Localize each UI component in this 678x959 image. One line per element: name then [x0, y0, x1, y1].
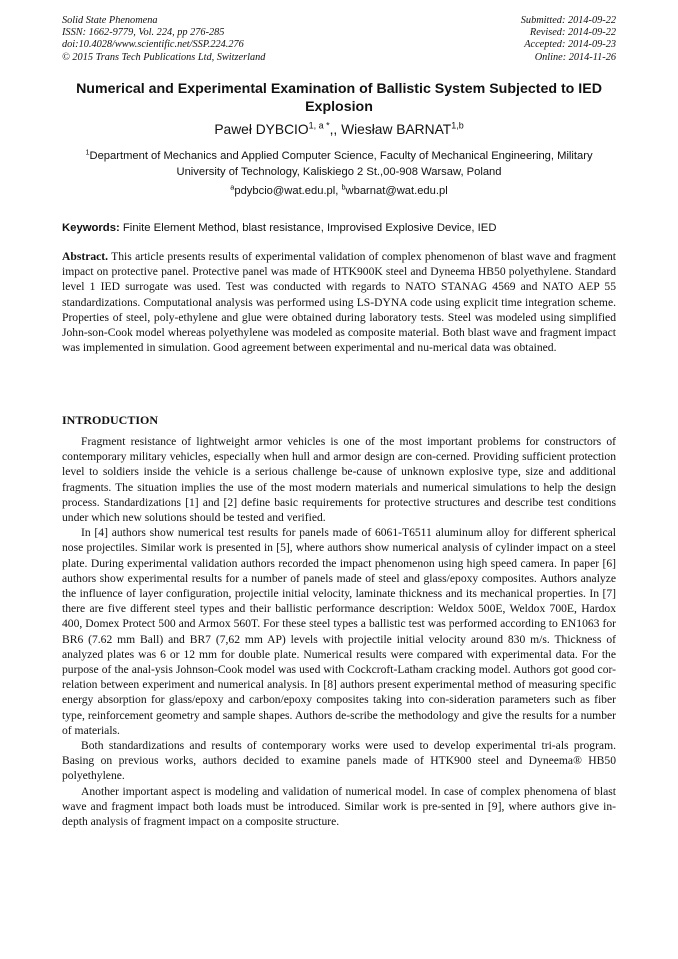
affiliation-mark: 1 — [85, 147, 90, 157]
submission-dates — [521, 15, 616, 64]
paragraph: Fragment resistance of lightweight armor vehicles is one of the most important problems for constructors of contemporary military vehicles, especially when hull and armor design are con-cerned. Providing sufficient protection level to soldiers inside the vehicle is a serious challenge be-cause of unknown explosive type, size and additional fragments. The situation implies the use of the most modern materials and numerical simulations to help the design process. Standardizations [1] and [2] define basic requirements for protective structures and describe test conditions under which new solutions should be tested and verified. — [62, 435, 616, 525]
accepted-date: Accepted: 2014-09-23 — [524, 39, 616, 51]
author-name: Paweł DYBCIO — [214, 122, 309, 137]
abstract-text: This article presents results of experimental validation of complex phenomenon of blast wave and fragment impact on protective panel. Protective panel was made of HTK900K steel and Dyneema HB50 polyethylene. Standard level 1 IED surrogate was used. Test was conducted with regards to NATO STANAG 4569 and NATO AEP 55 standardizations. Computational analysis was performed using LS-DYNA code using explicit time integration scheme. Properties of steel, poly-ethylene and glue were obtained during laboratory tests. Steel was modeled using simplified John-son-Cook model whereas polyethylene was modeled as composite material. Both blast wave and fragment impact was implemented in simulation. Good agreement between experimental and nu-merical data was obtained. — [62, 250, 616, 355]
email-separator: , — [335, 185, 342, 197]
email-mark: a — [230, 182, 235, 192]
paragraph: Both standardizations and results of contemporary works were used to develop experimental tri-als program. Basing on previous works, authors decided to examine panels made of HTK900 steel and Dyneema® HB50 polyethylene. — [62, 739, 616, 783]
keywords — [62, 221, 616, 235]
paragraph: In [4] authors show numerical test results for panels made of 6061-T6511 aluminum alloy for different spherical nose projectiles. Similar work is presented in [5], where authors show numerical analysis of cylinder impact on a steel plate. During experimental validation authors recorded the impact phenomenon using high speed camera. In paper [6] authors show experimental results for a number of panels made of steel and glass/epoxy composites. Authors analyze the influence of layer configuration, projectile initial velocity, laminate thickness and its mechanical properties. In [7] there are five different steel types and their ballistic performance description: Weldox 500E, Weldox 700E, Hardox 400, Domex Protect 500 and Armox 560T. For these steel types a ballistic test was performed according to EN1063 for BR6 (7.62 mm Ball) and BR7 (7,62 mm AP) levels with projectile initial velocity around 830 m/s. Thickness of analyzed plates was 6 or 12 mm for double plate. Numerical results were compared with experimental data. For the purpose of the anal-ysis Johnson-Cook model was used with Cockcroft-Latham cracking model. Authors got good cor-relation between experiment and numerical analysis. In [8] authors present experimental method of measuring specific energy absorption for glass/epoxy and carbon/epoxy composites taking into con-sideration parameters such as fiber type, reinforcement geometry and sample shapes. Authors de-scribe the methodology and give the results for a number of materials. — [62, 526, 616, 737]
abstract-label: Abstract. — [62, 250, 109, 263]
author-name: Wiesław BARNAT — [341, 122, 452, 137]
author-emails — [62, 184, 616, 198]
abstract — [62, 249, 616, 355]
online-date: Online: 2014-11-26 — [534, 51, 616, 63]
email-link[interactable]: pdybcio@wat.edu.pl — [234, 185, 336, 197]
issn-line: ISSN: 1662-9779, Vol. 224, pp 276-285 — [62, 27, 225, 39]
keywords-label: Keywords: — [62, 222, 120, 234]
keywords-text: Finite Element Method, blast resistance, Improvised Explosive Device, IED — [119, 222, 497, 234]
introduction-body — [62, 434, 616, 829]
paper-title: Numerical and Experimental Examination of Ballistic System Subjected to IED Explosion — [76, 81, 602, 115]
section-heading: INTRODUCTION — [62, 413, 159, 427]
submitted-date: Submitted: 2014-09-22 — [520, 15, 616, 26]
affiliation — [62, 149, 616, 180]
doi-line: doi:10.4028/www.scientific.net/SSP.224.276 — [62, 39, 244, 51]
journal-info — [62, 15, 265, 64]
author-affiliation-mark: 1,b — [451, 120, 464, 131]
paragraph: Another important aspect is modeling and validation of numerical model. In case of complex phenomena of blast wave and fragment impact both loads must be introduced. Similar work is pre-sented in [9], where authors give in-depth analysis of fragment impact on a composite structure. — [62, 784, 616, 829]
email-link[interactable]: wbarnat@wat.edu.pl — [345, 185, 448, 197]
affiliation-text: Department of Mechanics and Applied Computer Science, Faculty of Mechanical Engineering, Military University of Technology, Kaliskiego 2 St.,00-908 Warsaw, Poland — [89, 150, 593, 178]
author-separator: ,, — [329, 122, 342, 137]
revised-date: Revised: 2014-09-22 — [529, 27, 616, 39]
journal-name: Solid State Phenomena — [62, 15, 158, 26]
author-affiliation-mark: 1, a * — [308, 120, 330, 131]
email-mark: b — [341, 182, 346, 192]
author-list — [62, 121, 616, 138]
copyright-line: © 2015 Trans Tech Publications Ltd, Switzerland — [62, 51, 266, 63]
